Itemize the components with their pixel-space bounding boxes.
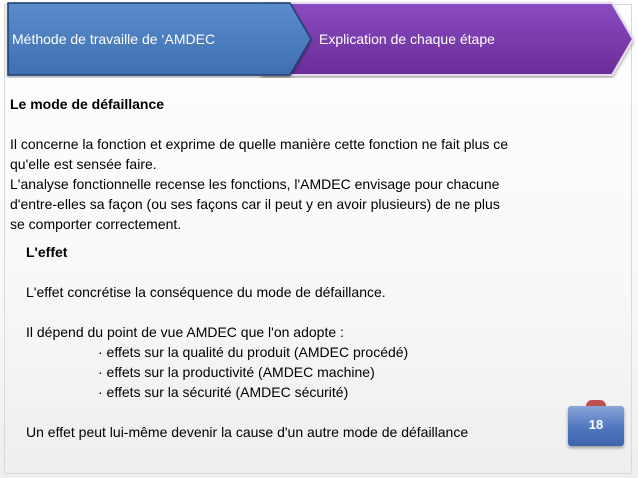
tab-2-label[interactable]: Explication de chaque étape <box>319 31 495 47</box>
effect-heading: L'effet <box>26 244 68 260</box>
effect-bullet: · effets sur la productivité (AMDEC machine) <box>98 364 375 380</box>
effect-section <box>26 242 586 442</box>
header-tab-bar <box>0 0 638 78</box>
spacer <box>26 302 586 322</box>
failure-mode-text-line: d'entre-elles sa façon (ou ses façons car il peut y en avoir plusieurs) de ne plus <box>10 196 500 212</box>
tab-1-label[interactable]: Méthode de travaille de ‘AMDEC <box>12 31 216 47</box>
effect-intro: L'effet concrétise la conséquence du mode de défaillance. <box>26 284 386 300</box>
failure-mode-section <box>10 94 615 234</box>
page-number-badge <box>568 400 624 452</box>
effect-bullet: · effets sur la sécurité (AMDEC sécurité) <box>98 384 349 400</box>
failure-mode-text-line: Il concerne la fonction et exprime de quelle manière cette fonction ne fait plus ce <box>10 136 509 152</box>
failure-mode-text-line: se comporter correctement. <box>10 216 182 232</box>
effect-conclusion: Un effet peut lui-même devenir la cause d'un autre mode de défaillance <box>26 424 469 440</box>
effect-lead: Il dépend du point de vue AMDEC que l'on adopte : <box>26 324 344 340</box>
failure-mode-text-line: qu'elle est sensée faire. <box>10 156 157 172</box>
page-number: 18 <box>588 417 604 432</box>
effect-bullet: · effets sur la qualité du produit (AMDEC procédé) <box>98 344 409 360</box>
failure-mode-heading: Le mode de défaillance <box>10 96 165 112</box>
failure-mode-text-line: L'analyse fonctionnelle recense les fonctions, l'AMDEC envisage pour chacune <box>10 176 500 192</box>
